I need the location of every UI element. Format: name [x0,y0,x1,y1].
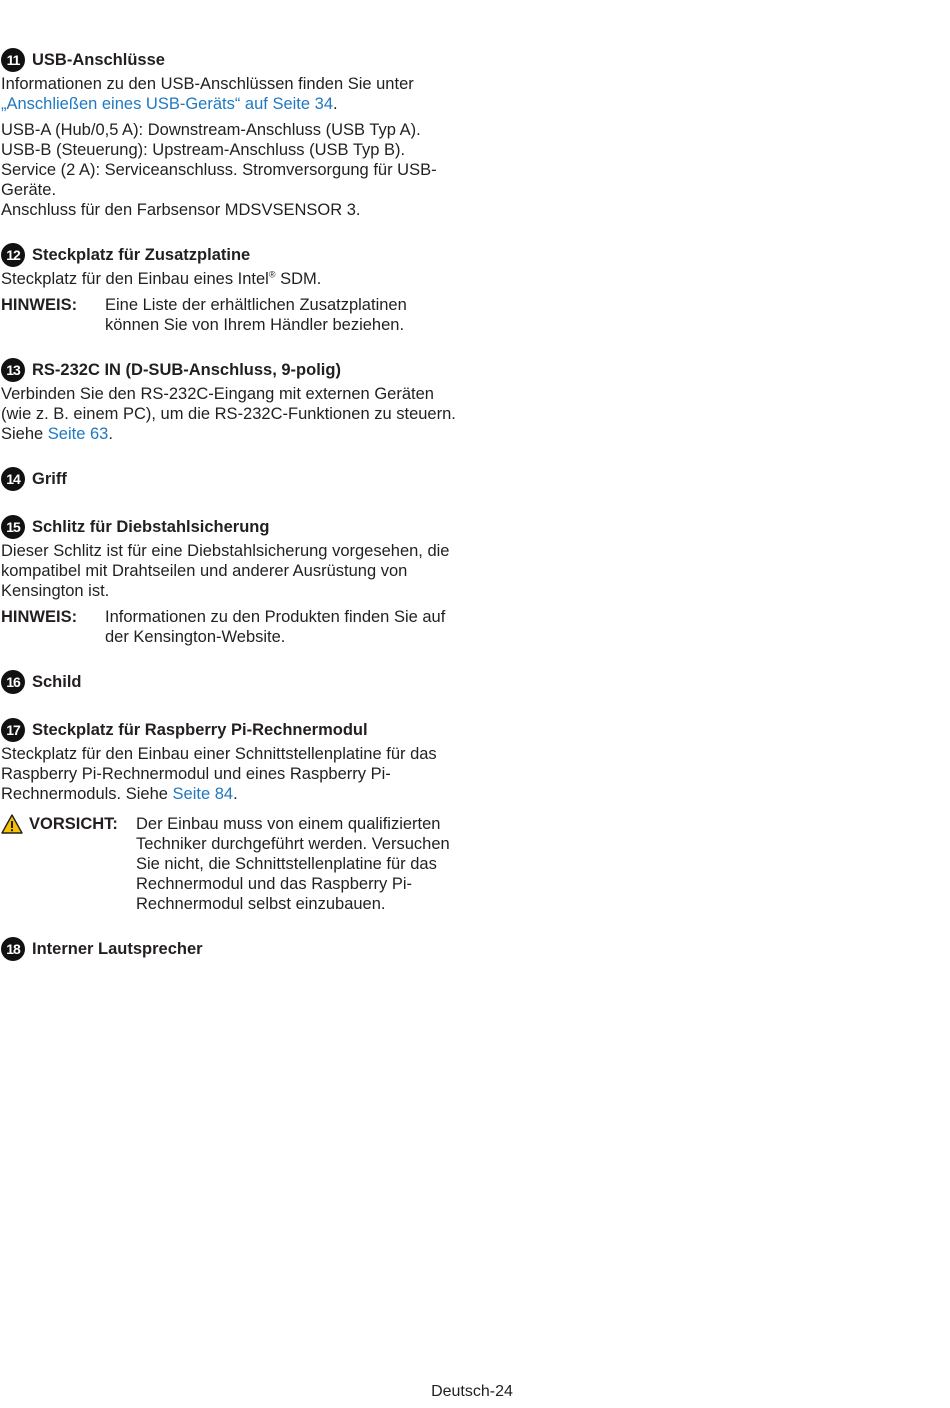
intro-end: . [333,95,338,113]
body-text: Steckplatz für den Einbau einer Schnittstellenplatine für das Raspberry Pi-Rechnermodul und eines Raspberry Pi-Rechnermoduls. Siehe [1,745,437,803]
color-sensor-line: Anschluss für den Farbsensor MDSVSENSOR 3. [1,201,361,219]
caution-label-group [1,814,136,914]
item-number-badge: 15 [1,515,25,539]
section-option-slot [1,242,461,335]
section-raspberry-pi-slot [1,717,461,914]
note-text: Informationen zu den Produkten finden Sie auf der Kensington-Website. [105,608,446,646]
section-title: Schild [32,672,82,691]
service-line: Service (2 A): Serviceanschluss. Stromversorgung für USB-Geräte. [1,161,437,199]
note-block [1,295,461,335]
item-number-badge: 13 [1,358,25,382]
page-84-link[interactable]: Seite 84 [172,785,234,803]
caution-text: Der Einbau muss von einem qualifizierten Techniker durchgeführt werden. Versuchen Sie nicht, die Schnittstellenplatine für das Rechnermodul und das Raspberry Pi-Rechnermodul selbst einzubauen. [136,815,450,913]
section-title: Steckplatz für Raspberry Pi-Rechnermodul [32,720,368,739]
body-text: Verbinden Sie den RS-232C-Eingang mit externen Geräten (wie z. B. einem PC), um die RS-232C-Funktionen zu steuern. Siehe [1,385,456,443]
section-heading [1,466,461,492]
document-body [1,47,461,984]
note-label: HINWEIS: [1,608,78,626]
section-title: Schlitz für Diebstahlsicherung [32,517,270,536]
section-heading [1,514,461,540]
text-end: . [108,425,113,443]
intro-text: Informationen zu den USB-Anschlüssen finden Sie unter [1,75,414,93]
note-label: HINWEIS: [1,296,78,314]
section-title: Griff [32,469,67,488]
section-internal-speaker [1,936,461,962]
section-title: Steckplatz für Zusatzplatine [32,245,251,264]
section-heading [1,47,461,73]
section-label [1,669,461,695]
section-heading [1,936,461,962]
caution-label: VORSICHT: [29,815,118,833]
text-part: Steckplatz für den Einbau eines Intel [1,270,269,288]
section-usb-ports [1,47,461,220]
section-heading [1,717,461,743]
security-slot-text: Dieser Schlitz ist für eine Diebstahlsicherung vorgesehen, die kompatibel mit Drahtseilen und anderer Ausrüstung von Kensington ist. [1,542,450,600]
item-number-badge: 11 [1,48,25,72]
text-end: . [233,785,238,803]
usb-b-line: USB-B (Steuerung): Upstream-Anschluss (USB Typ B). [1,141,406,159]
text-part: SDM. [275,270,322,288]
usb-device-link[interactable]: „Anschließen eines USB-Geräts“ auf Seite 34 [1,95,333,113]
item-number-badge: 16 [1,670,25,694]
option-slot-text [1,269,461,289]
section-title: USB-Anschlüsse [32,50,165,69]
section-title: Interner Lautsprecher [32,939,203,958]
note-text: Eine Liste der erhältlichen Zusatzplatinen können Sie von Ihrem Händler beziehen. [105,296,407,334]
usb-a-line: USB-A (Hub/0,5 A): Downstream-Anschluss (USB Typ A). [1,121,421,139]
section-heading [1,669,461,695]
section-rs232c [1,357,461,444]
item-number-badge: 12 [1,243,25,267]
item-number-badge: 18 [1,937,25,961]
note-block [1,607,461,647]
page-number: Deutsch-24 [431,1383,513,1400]
section-title: RS-232C IN (D-SUB-Anschluss, 9-polig) [32,360,341,379]
raspberry-pi-text [1,744,441,804]
item-number-badge: 17 [1,718,25,742]
intro-paragraph [1,74,461,114]
warning-triangle-icon [1,814,23,834]
section-handle [1,466,461,492]
usb-port-list [1,120,461,220]
page-63-link[interactable]: Seite 63 [47,425,109,443]
section-heading [1,357,461,383]
item-number-badge: 14 [1,467,25,491]
rs232c-text [1,384,461,444]
caution-block [1,814,461,914]
section-heading [1,242,461,268]
registered-mark: ® [268,269,276,280]
section-security-slot [1,514,461,647]
